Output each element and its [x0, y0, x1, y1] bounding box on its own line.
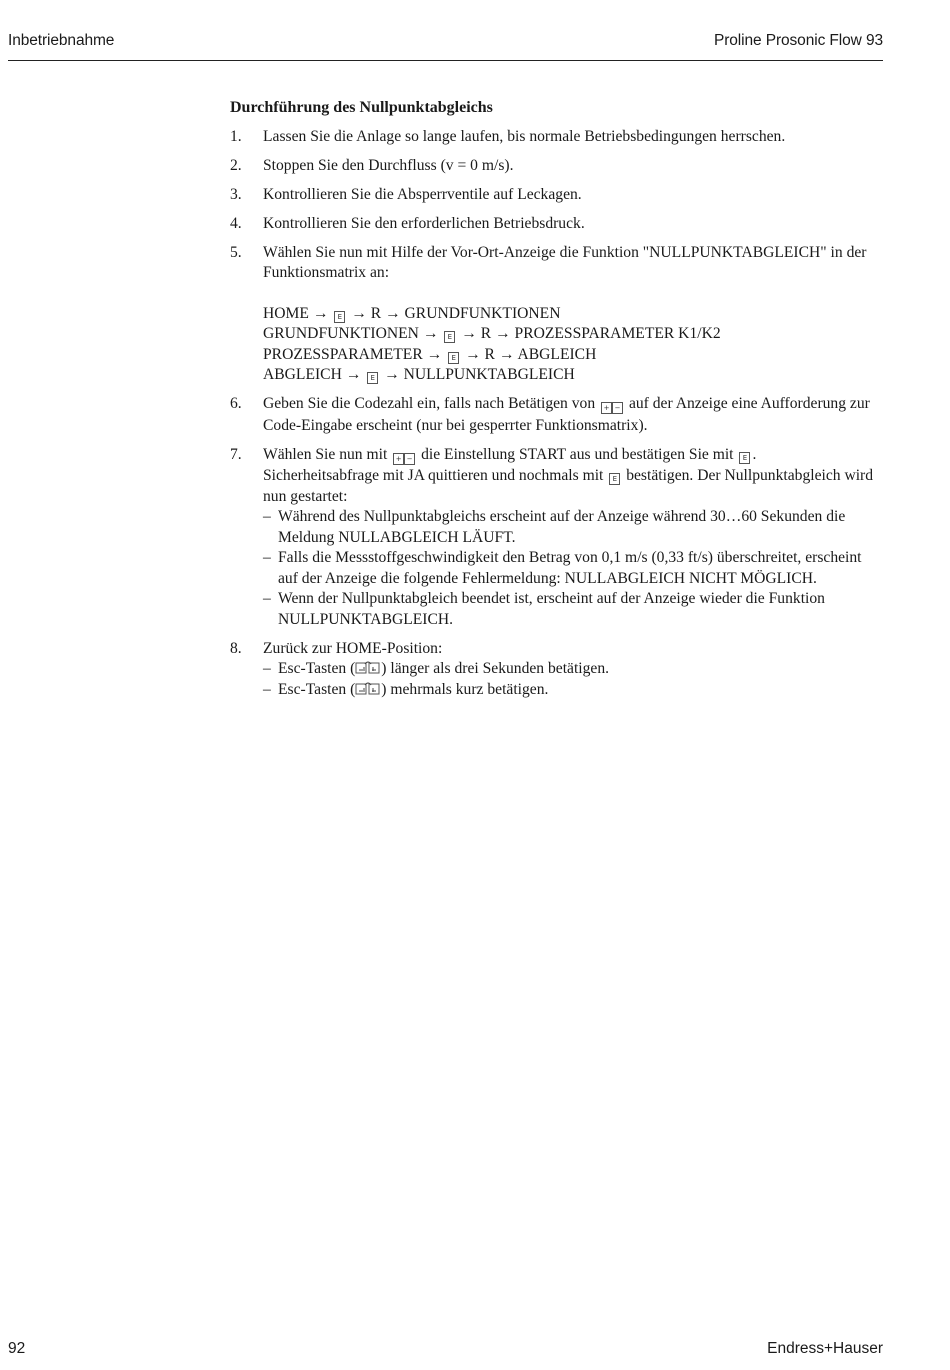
step-text: Stoppen Sie den Durchfluss (v = 0 m/s).: [263, 156, 514, 174]
step-4: [230, 214, 885, 235]
enter-key-icon: E: [609, 473, 620, 485]
sub-list-item: – Esc-Tasten ( ) mehrmals kurz betätigen.: [263, 680, 549, 698]
step-number: 8.: [230, 639, 242, 657]
footer-brand: Endress+Hauser: [767, 1340, 883, 1357]
section-heading: Durchführung des Nullpunktabgleichs: [230, 99, 493, 116]
step-6: [230, 394, 885, 436]
step-text: Kontrollieren Sie den erforderlichen Betriebsdruck.: [263, 214, 585, 232]
menu-path-line: ABGLEICH → E → NULLPUNKTABGLEICH: [263, 366, 575, 383]
step-8: [230, 639, 885, 701]
header-divider: [8, 60, 883, 61]
page-number: 92: [8, 1340, 26, 1357]
step-number: 1.: [230, 127, 242, 145]
enter-key-icon: E: [334, 311, 345, 323]
step-text: Kontrollieren Sie die Absperrventile auf Leckagen.: [263, 185, 582, 203]
menu-path-line: PROZESSPARAMETER → E → R → ABGLEICH: [263, 345, 597, 363]
esc-keys-icon: [355, 682, 381, 696]
esc-keys-icon: [355, 661, 381, 675]
enter-key-icon: E: [367, 372, 378, 384]
menu-path-line: HOME → E → R → GRUNDFUNKTIONEN: [263, 304, 561, 322]
step-5: [230, 243, 885, 386]
step-text: Wählen Sie nun mit Hilfe der Vor-Ort-Anzeige die Funktion "NULLPUNKTABGLEICH" in der Funktionsmatrix an:: [263, 243, 867, 281]
step-text: Geben Sie die Codezahl ein, falls nach Betätigen von + − auf der Anzeige eine Aufforderung zur Code-Eingabe erscheint (nur bei gesperrter Funktionsmatrix).: [263, 395, 870, 434]
step-number: 2.: [230, 156, 242, 174]
step-number: 6.: [230, 395, 242, 412]
header-section-title: Inbetriebnahme: [8, 32, 115, 49]
menu-path: [263, 304, 885, 386]
step-text: Zurück zur HOME-Position:: [263, 639, 443, 657]
sub-list-item: – Wenn der Nullpunktabgleich beendet ist, erscheint auf der Anzeige wieder die Funktion NULLPUNKTABGLEICH.: [263, 590, 825, 628]
step-text: Lassen Sie die Anlage so lange laufen, bis normale Betriebsbedingungen herrschen.: [263, 127, 786, 145]
header-product-name: Proline Prosonic Flow 93: [713, 32, 883, 49]
step-7: [230, 445, 885, 631]
sub-list-item: – Falls die Messstoffgeschwindigkeit den Betrag von 0,1 m/s (0,33 ft/s) überschreitet, erscheint auf der Anzeige die folgende Fehlermeldung: NULLABGLEICH NICHT MÖGLICH.: [263, 549, 862, 587]
step-2: [230, 156, 885, 177]
enter-key-icon: E: [739, 452, 750, 464]
enter-key-icon: E: [448, 352, 459, 364]
step-text: Wählen Sie nun mit + − die Einstellung START aus und bestätigen Sie mit E . Sicherheitsabfrage mit JA quittieren und nochmals mit E bestätigen. Der Nullpunktabgleich wird nun gestartet:: [263, 445, 874, 505]
step-number: 5.: [230, 243, 242, 261]
step-1: [230, 127, 885, 148]
menu-path-line: GRUNDFUNKTIONEN → E → R → PROZESSPARAMETER K1/K2: [263, 325, 721, 342]
step-number: 7.: [230, 445, 242, 463]
sub-list-item: – Esc-Tasten ( ) länger als drei Sekunden betätigen.: [263, 660, 610, 677]
plus-minus-keys-icon: + −: [601, 395, 623, 416]
sub-list-item: – Während des Nullpunktabgleichs erscheint auf der Anzeige während 30…60 Sekunden die Meldung NULLABGLEICH LÄUFT.: [263, 508, 846, 546]
plus-minus-keys-icon: + −: [393, 446, 415, 467]
enter-key-icon: E: [444, 331, 455, 343]
document-body: [230, 98, 885, 709]
step-number: 4.: [230, 214, 242, 232]
step-number: 3.: [230, 185, 242, 203]
step-3: [230, 185, 885, 206]
